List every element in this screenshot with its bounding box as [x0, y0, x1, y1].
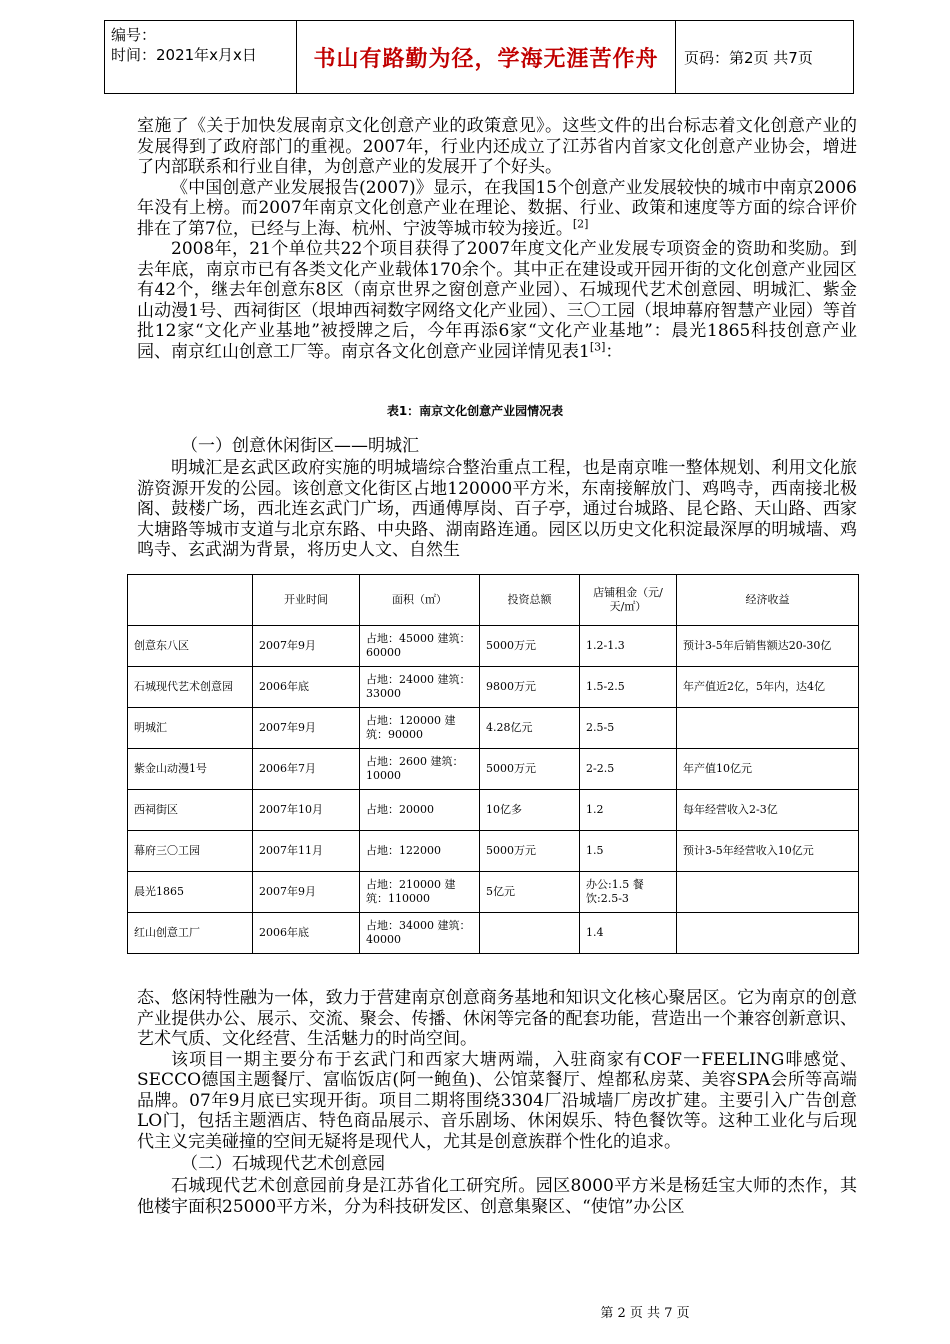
- body-bottom: [137, 988, 857, 1217]
- paragraph: 2008年，21个单位共22个项目获得了2007年度文化产业发展专项资金的资助和奖励。到去年底，南京市已有各类文化产业载体170余个。其中正在建设或开园开街的文化创意产业园区有42个，继去年创意东8区（南京世界之窗创意产业园）、石城现代艺术创意园、明城汇、紫金山动漫1号、西祠街区（垠坤西祠数字网络文化产业园）、三〇工园（垠坤幕府智慧产业园）等首批12家“文化产业基地”被授牌之后，今年再添6家“文化产业基地”：晨光1865科技创意产业园、南京红山创意工厂等。南京各文化创意产业园详情见表1[3]：: [137, 239, 857, 362]
- cell: 2007年9月: [253, 708, 360, 749]
- cell: 1.5-2.5: [580, 667, 677, 708]
- cell: 5亿元: [480, 872, 580, 913]
- cell: 2007年9月: [253, 872, 360, 913]
- cell: 4.28亿元: [480, 708, 580, 749]
- table-row: [128, 790, 859, 831]
- paragraph: 态、悠闲特性融为一体，致力于营建南京创意商务基地和知识文化核心聚居区。它为南京的创意产业提供办公、展示、交流、聚会、传播、休闲等完备的配套功能，营造出一个兼容创新意识、艺术气质、文化经营、生活魅力的时尚空间。: [137, 988, 857, 1049]
- cell: 2007年11月: [253, 831, 360, 872]
- cell: 1.2-1.3: [580, 626, 677, 667]
- cell: 占地：20000: [360, 790, 480, 831]
- cell: 1.4: [580, 913, 677, 954]
- paragraph: 《中国创意产业发展报告(2007)》显示，在我国15个创意产业发展较快的城市中南京2006年没有上榜。而2007年南京文化创意产业在理论、数据、行业、政策和速度等方面的综合评价排在了第7位，已经与上海、杭州、宁波等城市较为接近。[2]: [137, 177, 857, 239]
- cell: 5000万元: [480, 749, 580, 790]
- paragraph: 该项目一期主要分布于玄武门和西家大塘两端，入驻商家有COF一FEELING啡感觉、SECCO德国主题餐厅、富临饭店(阿一鲍鱼)、公馆菜餐厅、煌都私房菜、美容SPA会所等高端品牌。07年9月底已实现开街。项目二期将围绕3304厂沿城墙厂房改扩建。主要引入广告创意LO门，包括主题酒店、特色商品展示、音乐剧场、休闲娱乐、特色餐饮等。这种工业化与后现代主义完美碰撞的空间无疑将是现代人，尤其是创意族群个性化的追求。: [137, 1049, 857, 1152]
- table-row: [128, 831, 859, 872]
- cell: 占地：210000 建筑：110000: [360, 872, 480, 913]
- cell: 占地：122000: [360, 831, 480, 872]
- cell: 占地：24000 建筑：33000: [360, 667, 480, 708]
- table-row: [128, 708, 859, 749]
- cell: [677, 872, 859, 913]
- cell: 5000万元: [480, 831, 580, 872]
- cell: 10亿多: [480, 790, 580, 831]
- table-row: [128, 626, 859, 667]
- cell: [677, 708, 859, 749]
- cell: 2007年9月: [253, 626, 360, 667]
- cell: 9800万元: [480, 667, 580, 708]
- cell: 占地：2600 建筑：10000: [360, 749, 480, 790]
- cell: 紫金山动漫1号: [128, 749, 253, 790]
- page-footer: 第 2 页 共 7 页: [600, 1306, 690, 1321]
- industry-park-table: [127, 574, 859, 954]
- table-caption: 表1：南京文化创意产业园情况表: [386, 404, 564, 418]
- doc-number: 编号：: [111, 26, 157, 44]
- cell: [480, 913, 580, 954]
- table-row: [128, 913, 859, 954]
- cell: 2006年底: [253, 913, 360, 954]
- section-1: [137, 434, 857, 561]
- cell: 2-2.5: [580, 749, 677, 790]
- table-row: [128, 667, 859, 708]
- paragraph: 室施了《关于加快发展南京文化创意产业的政策意见》。这些文件的出台标志着文化创意产业的发展得到了政府部门的重视。2007年，行业内还成立了江苏省内首家文化创意产业协会，增进了内部联系和行业自律，为创意产业的发展开了个好头。: [137, 116, 857, 177]
- cell: 2.5-5: [580, 708, 677, 749]
- header-cell: [128, 575, 253, 626]
- cell: 每年经营收入2-3亿: [677, 790, 859, 831]
- header-cell: 店铺租金（元/天/㎡）: [580, 575, 677, 626]
- header-motto: 书山有路勤为径，学海无涯苦作舟: [297, 21, 676, 93]
- paragraph: 石城现代艺术创意园前身是江苏省化工研究所。园区8000平方米是杨廷宝大师的杰作，其他楼宇面积25000平方米，分为科技研发区、创意集聚区、“使馆”办公区: [137, 1176, 857, 1217]
- cell: 5000万元: [480, 626, 580, 667]
- cell: 年产值10亿元: [677, 749, 859, 790]
- paragraph: 明城汇是玄武区政府实施的明城墙综合整治重点工程，也是南京唯一整体规划、利用文化旅游资源开发的公园。该创意文化街区占地120000平方米，东南接解放门、鸡鸣寺，西南接北极阁、鼓楼广场，西北连玄武门广场，西通傅厚岗、百子亭，通过台城路、昆仑路、天山路、西家大塘路等城市支道与北京东路、中央路、湖南路连通。园区以历史文化积淀最深厚的明城墙、鸡鸣寺、玄武湖为背景，将历史人文、自然生: [137, 458, 857, 560]
- cell: 西祠街区: [128, 790, 253, 831]
- cell: 幕府三〇工园: [128, 831, 253, 872]
- cell: 2007年10月: [253, 790, 360, 831]
- cell: 预计3-5年后销售额达20-30亿: [677, 626, 859, 667]
- cell: 办公:1.5 餐饮:2.5-3: [580, 872, 677, 913]
- cell: 2006年底: [253, 667, 360, 708]
- cell: 创意东八区: [128, 626, 253, 667]
- cell: 年产值近2亿，5年内，达4亿: [677, 667, 859, 708]
- citation: [3]: [589, 339, 606, 353]
- body-top: [137, 116, 857, 362]
- cell: 2006年7月: [253, 749, 360, 790]
- cell: 1.2: [580, 790, 677, 831]
- header-cell: 开业时间: [253, 575, 360, 626]
- cell: [677, 913, 859, 954]
- header-meta: [105, 21, 297, 93]
- cell: 红山创意工厂: [128, 913, 253, 954]
- cell: 明城汇: [128, 708, 253, 749]
- header-cell: 投资总额: [480, 575, 580, 626]
- citation: [2]: [572, 216, 589, 230]
- section-heading: （一）创意休闲街区——明城汇: [181, 436, 419, 456]
- header-cell: 经济收益: [677, 575, 859, 626]
- cell: 占地：120000 建筑：90000: [360, 708, 480, 749]
- section-heading: （二）石城现代艺术创意园: [181, 1154, 385, 1174]
- doc-time: 时间：2021年x月x日: [111, 46, 257, 64]
- cell: 石城现代艺术创意园: [128, 667, 253, 708]
- table-row: [128, 872, 859, 913]
- header-cell: 面积（㎡）: [360, 575, 480, 626]
- cell: 晨光1865: [128, 872, 253, 913]
- table-row: [128, 749, 859, 790]
- cell: 预计3-5年经营收入10亿元: [677, 831, 859, 872]
- cell: 1.5: [580, 831, 677, 872]
- header-page-info: 页码：第2页 共7页: [684, 48, 813, 67]
- table-header-row: [128, 575, 859, 626]
- page-header: [104, 20, 854, 94]
- cell: 占地：34000 建筑：40000: [360, 913, 480, 954]
- cell: 占地：45000 建筑：60000: [360, 626, 480, 667]
